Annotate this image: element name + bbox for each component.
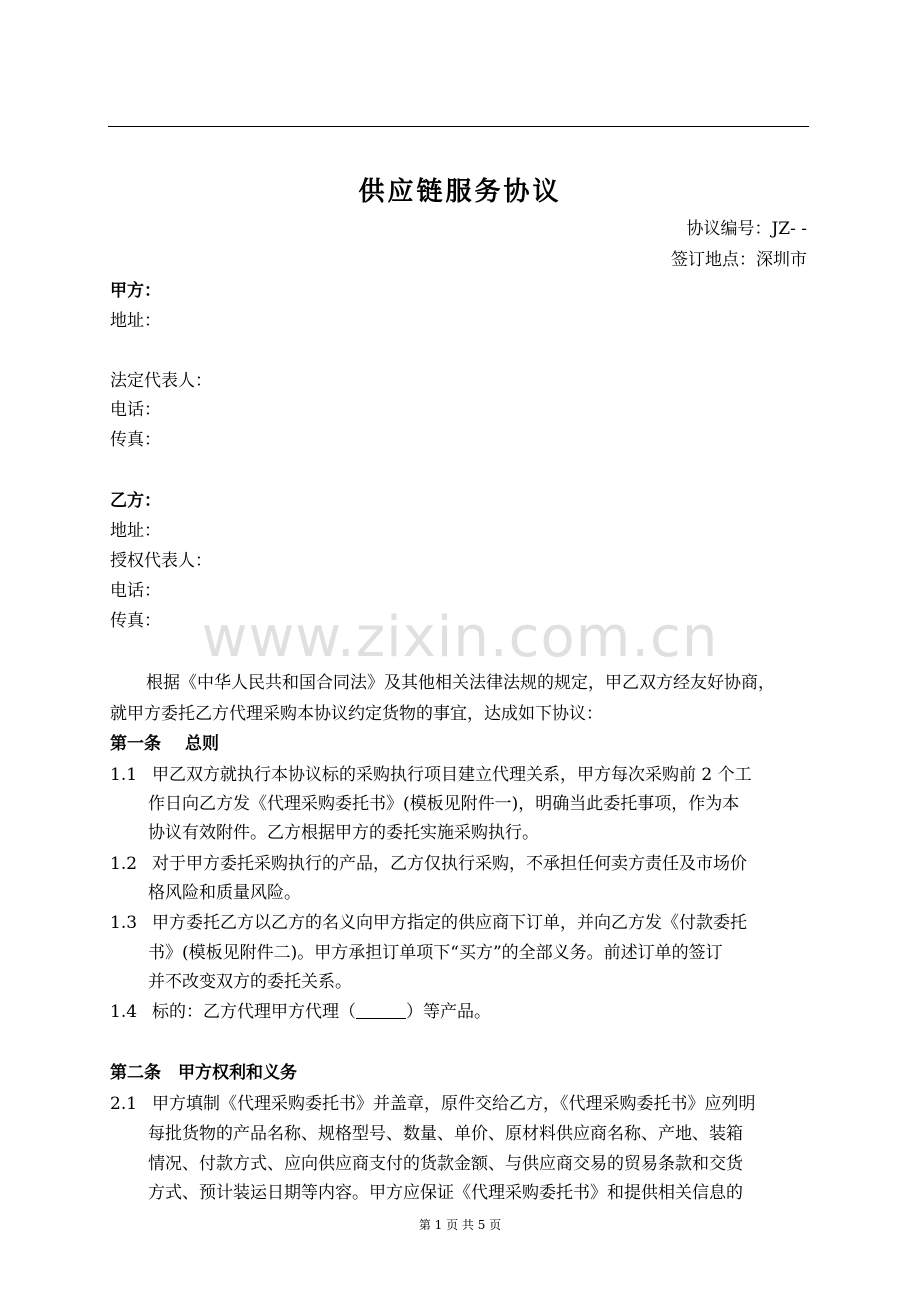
party-b-fax: 传真：	[110, 611, 161, 631]
signing-place: 签订地点：深圳市	[671, 250, 807, 270]
page-footer: 第 1 页 共 5 页	[418, 1218, 502, 1232]
clause-text: ）等产品。	[406, 1002, 491, 1022]
agreement-number: 协议编号：JZ- -	[686, 219, 807, 239]
clause-text: 标的：乙方代理甲方代理（	[152, 1002, 356, 1022]
clause-1-3	[110, 910, 747, 936]
party-a-address: 地址：	[110, 311, 161, 331]
party-a-legal-rep: 法定代表人：	[110, 371, 212, 391]
clause-text: 情况、付款方式、应向供应商支付的货款金额、与供应商交易的贸易条款和交货	[148, 1154, 743, 1174]
clause-text: 甲方委托乙方以乙方的名义向甲方指定的供应商下订单，并向乙方发《付款委托	[152, 913, 747, 933]
preamble-line: 根据《中华人民共和国合同法》及其他相关法律法规的规定，甲乙双方经友好协商，	[146, 673, 775, 693]
party-b-address: 地址：	[110, 521, 161, 541]
party-a-label: 甲方：	[110, 281, 161, 301]
header-rule	[108, 126, 809, 127]
clause-2-1	[110, 1091, 756, 1117]
article-1-heading	[110, 731, 219, 757]
clause-text: 甲方填制《代理采购委托书》并盖章，原件交给乙方，《代理采购委托书》应列明	[152, 1094, 756, 1114]
clause-text: 对于甲方委托采购执行的产品，乙方仅执行采购，不承担任何卖方责任及市场价	[152, 854, 747, 874]
party-b-label: 乙方：	[110, 491, 161, 511]
party-b-auth-rep: 授权代表人：	[110, 551, 212, 571]
article-1-number: 第一条	[110, 734, 161, 754]
clause-number: 1.2	[110, 854, 138, 874]
clause-number: 1.3	[110, 913, 138, 933]
fill-in-blank	[356, 1000, 406, 1019]
clause-1-4	[110, 999, 491, 1025]
clause-text: 甲乙双方就执行本协议标的采购执行项目建立代理关系，甲方每次采购前 2 个工	[152, 765, 752, 785]
clause-number: 1.1	[110, 765, 138, 785]
party-a-phone: 电话：	[110, 400, 161, 420]
clause-number: 1.4	[110, 1002, 138, 1022]
clause-text: 方式、预计装运日期等内容。甲方应保证《代理采购委托书》和提供相关信息的	[148, 1183, 743, 1203]
article-2-heading: 第二条 甲方权利和义务	[110, 1063, 297, 1083]
article-1-title: 总则	[185, 734, 219, 754]
clause-text: 并不改变双方的委托关系。	[148, 972, 352, 992]
party-a-fax: 传真：	[110, 430, 161, 450]
clause-text: 作日向乙方发《代理采购委托书》(模板见附件一)，明确当此委托事项，作为本	[148, 794, 740, 814]
clause-number: 2.1	[110, 1094, 138, 1114]
page-title: 供应链服务协议	[358, 177, 562, 207]
clause-1-2	[110, 851, 747, 877]
preamble-line: 就甲方委托乙方代理采购本协议约定货物的事宜，达成如下协议：	[110, 704, 603, 724]
party-b-phone: 电话：	[110, 581, 161, 601]
clause-text: 格风险和质量风险。	[148, 883, 301, 903]
watermark: www.zixin.com.cn	[201, 605, 719, 670]
clause-1-1	[110, 762, 752, 788]
clause-text: 每批货物的产品名称、规格型号、数量、单价、原材料供应商名称、产地、装箱	[148, 1124, 743, 1144]
clause-text: 协议有效附件。乙方根据甲方的委托实施采购执行。	[148, 823, 539, 843]
clause-text: 书》(模板见附件二)。甲方承担订单项下“买方”的全部义务。前述订单的签订	[148, 943, 723, 963]
